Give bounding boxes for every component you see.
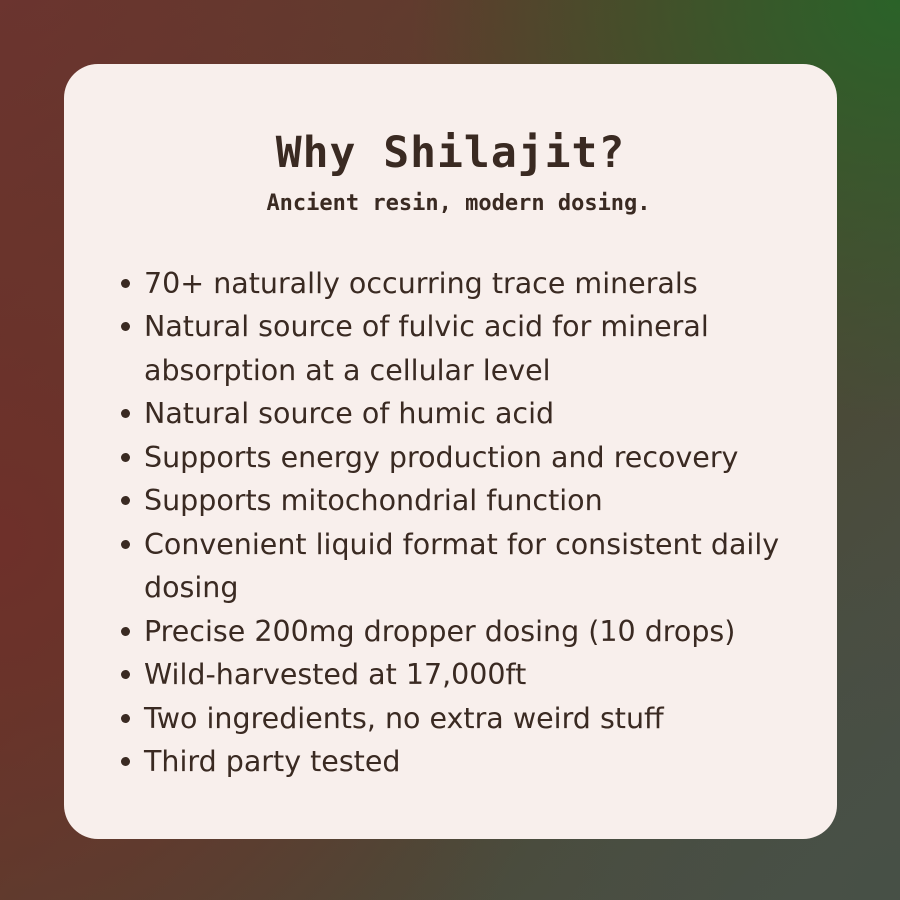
feature-text: Supports energy production and recovery: [144, 440, 739, 474]
feature-item: [144, 653, 837, 697]
feature-text: 70+ naturally occurring trace minerals: [144, 266, 698, 300]
feature-item: [144, 305, 837, 392]
card-title: Why Shilajit?: [275, 128, 626, 178]
feature-list: [64, 262, 837, 784]
bullet-icon: [121, 714, 130, 723]
feature-text: Two ingredients, no extra weird stuff: [144, 701, 664, 735]
feature-item: [144, 523, 837, 610]
bullet-icon: [121, 670, 130, 679]
bullet-icon: [121, 279, 130, 288]
bullet-icon: [121, 496, 130, 505]
feature-item: [144, 610, 837, 654]
feature-text: Precise 200mg dropper dosing (10 drops): [144, 614, 736, 648]
feature-text: Supports mitochondrial function: [144, 484, 603, 518]
feature-item: [144, 740, 837, 784]
bullet-icon: [121, 757, 130, 766]
feature-item: [144, 262, 837, 306]
bullet-icon: [121, 453, 130, 462]
feature-item: [144, 479, 837, 523]
feature-text: Natural source of fulvic acid for mineral absorption at a cellular level: [144, 310, 709, 387]
feature-item: [144, 697, 837, 741]
feature-item: [144, 436, 837, 480]
feature-text: Wild-harvested at 17,000ft: [144, 658, 527, 692]
bullet-icon: [121, 322, 130, 331]
info-card: [64, 64, 837, 839]
feature-text: Convenient liquid format for consistent daily dosing: [144, 527, 780, 605]
bullet-icon: [121, 540, 130, 549]
bullet-icon: [121, 409, 130, 418]
feature-item: [144, 392, 837, 436]
feature-text: Third party tested: [144, 745, 401, 779]
card-subtitle: Ancient resin, modern dosing.: [266, 191, 651, 217]
feature-text: Natural source of humic acid: [144, 397, 555, 431]
bullet-icon: [121, 627, 130, 636]
